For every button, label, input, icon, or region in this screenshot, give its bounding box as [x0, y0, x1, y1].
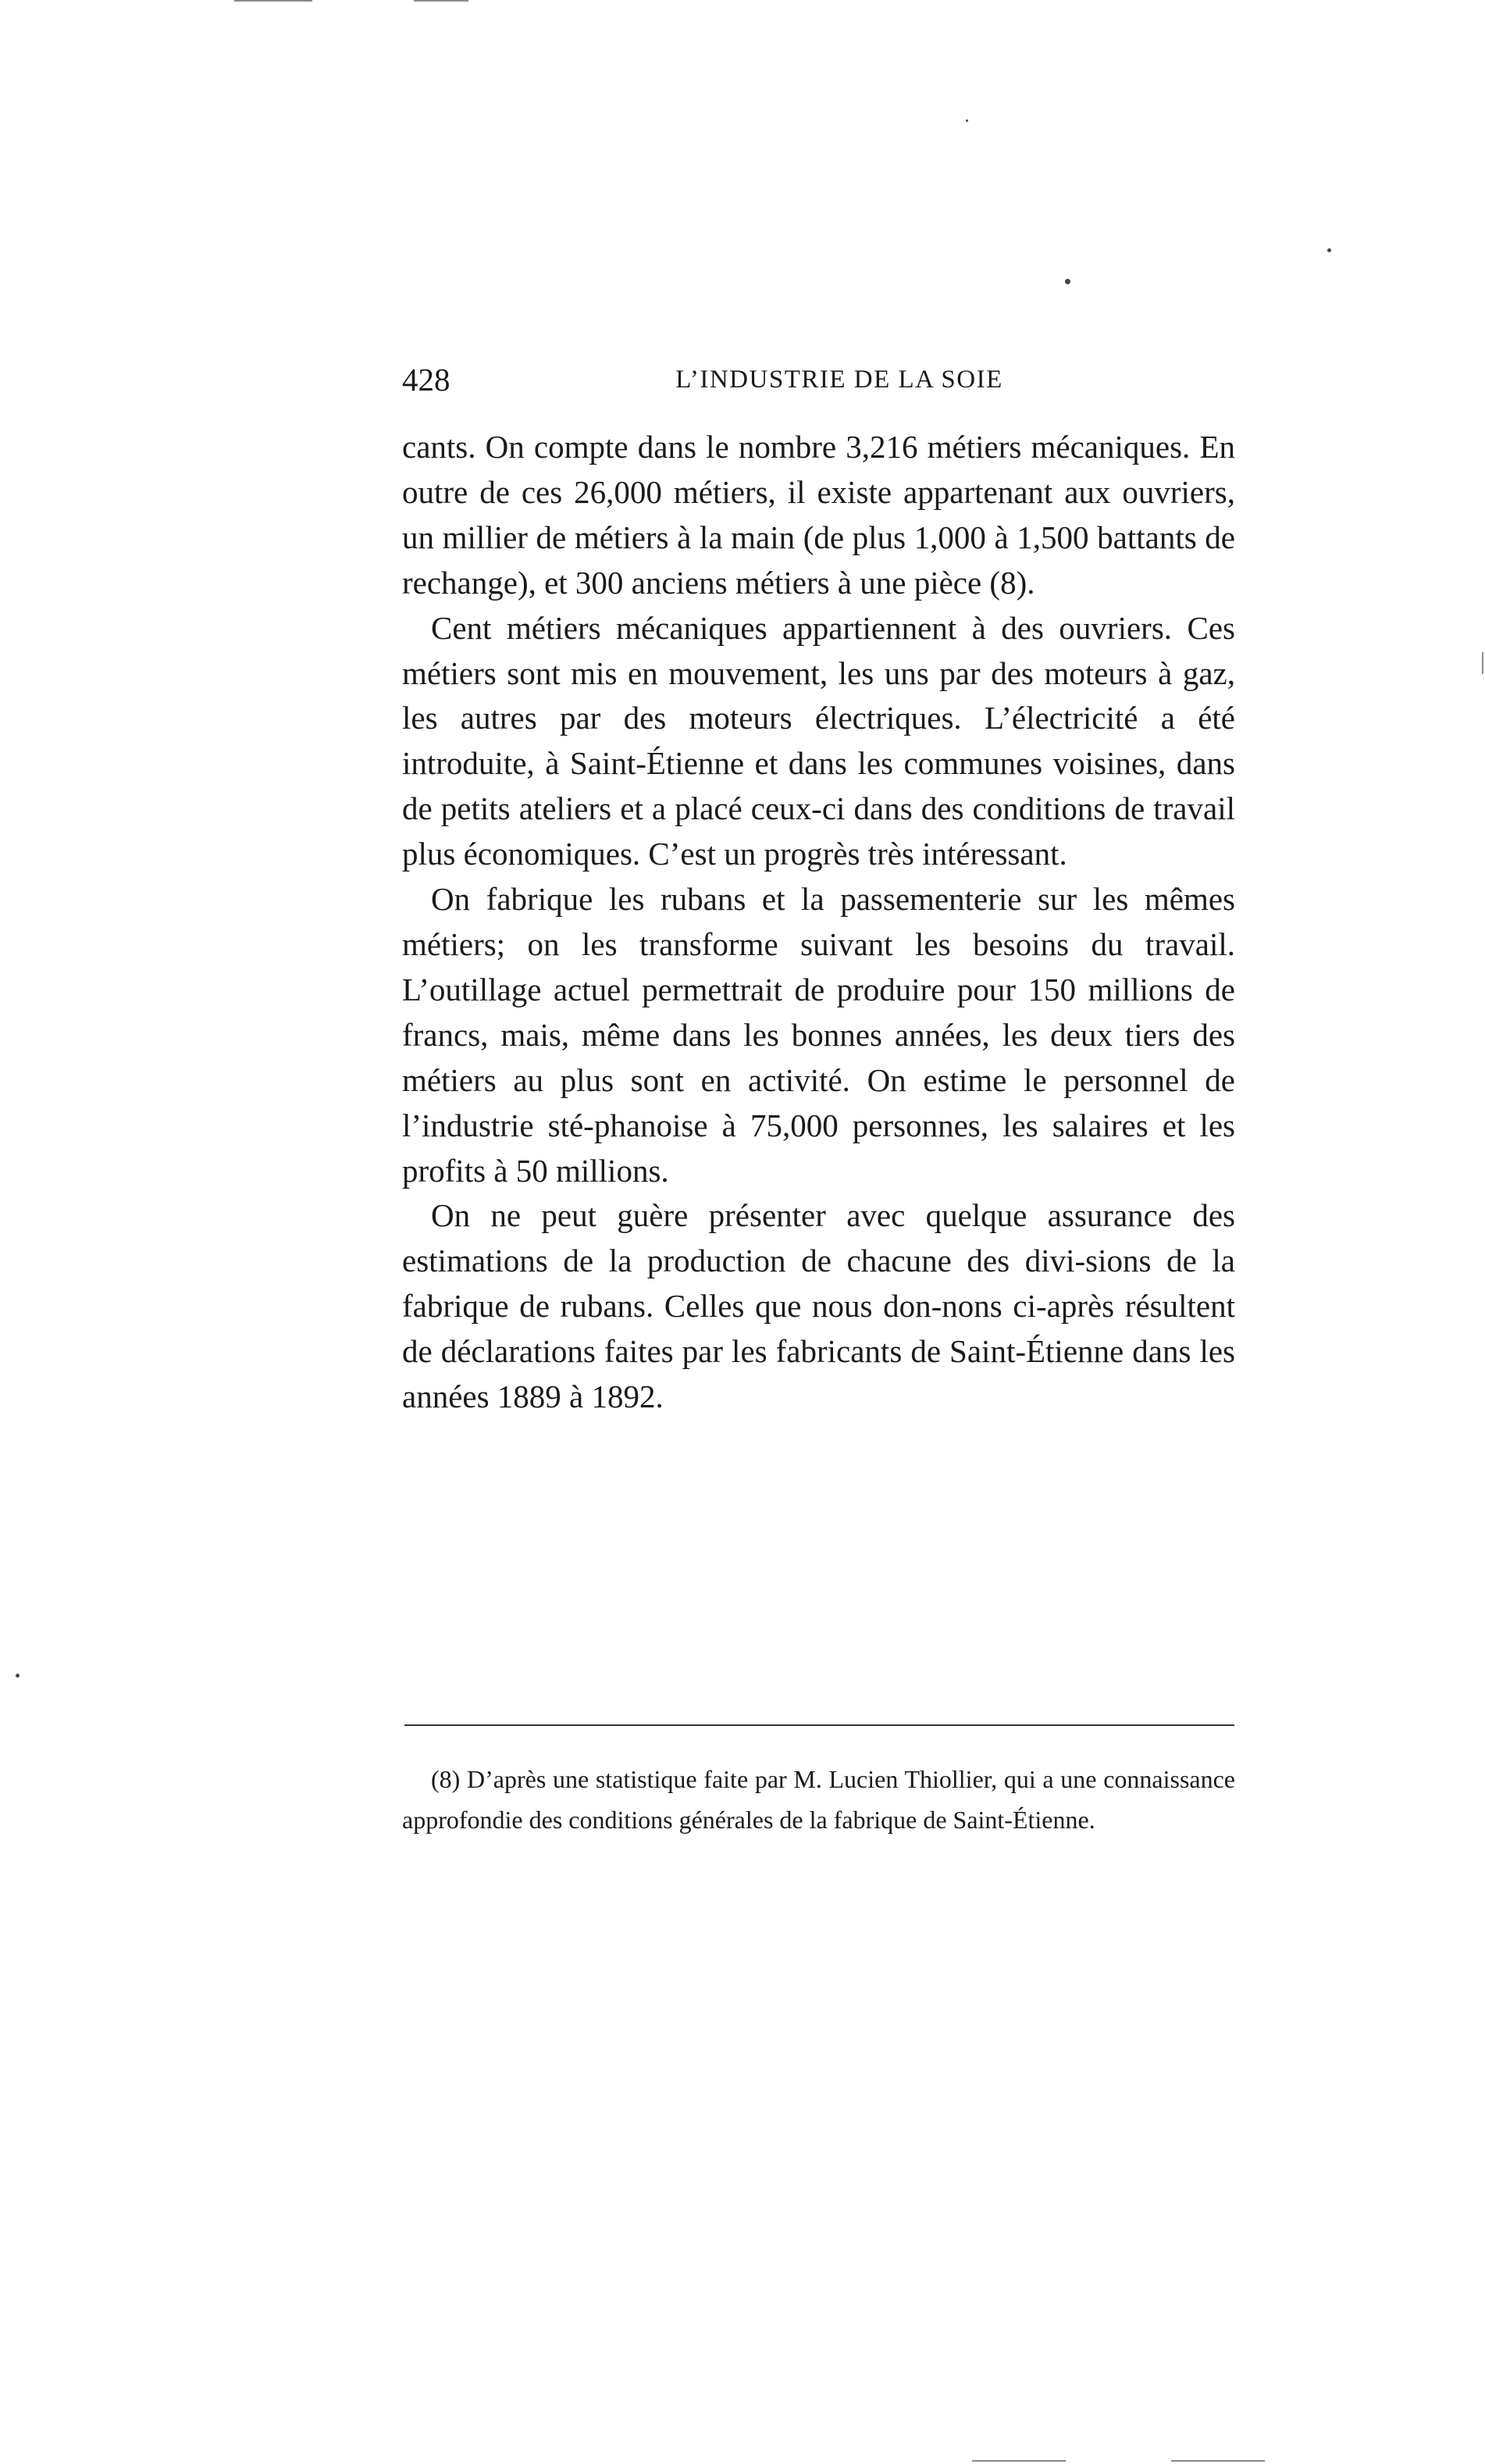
scan-edge-mark	[1171, 2460, 1265, 2462]
paragraph-production-capacity: On fabrique les rubans et la passementerie sur les mêmes métiers; on les transforme suivant les besoins du travail. L’outillage actuel permettrait de produire pour 150 millions de francs, mais, même dans les bonnes années, les deux tiers des métiers au plus sont en activité. On estime le personnel de l’industrie sté-phanoise à 75,000 personnes, les salaires et les profits à 50 millions.	[402, 881, 1235, 1189]
scan-edge-mark	[1482, 652, 1483, 674]
page-number: 428	[402, 362, 450, 398]
paragraph-electric-looms: Cent métiers mécaniques appartiennent à des ouvriers. Ces métiers sont mis en mouvement, les uns par des moteurs à gaz, les autres par des moteurs électriques. L’électricité a été introduite, à Saint-Étienne et dans les communes voisines, dans de petits ateliers et a placé ceux-ci dans des conditions de travail plus économiques. C’est un progrès très intéressant.	[402, 609, 1235, 872]
paragraph-continuation: cants. On compte dans le nombre 3,216 métiers mécaniques. En outre de ces 26,000 métiers, il existe appartenant aux ouvriers, un millier de métiers à la main (de plus 1,000 à 1,500 battants de rechange), et 300 anciens métiers à une pièce (8).	[402, 429, 1235, 601]
footnote-divider	[404, 1724, 1234, 1726]
scan-speck	[1327, 248, 1331, 252]
paragraph-production-estimates: On ne peut guère présenter avec quelque assurance des estimations de la production de chacune des divi-sions de la fabrique de rubans. Celles que nous don-nons ci-après résultent de déclarations faites par les fabricants de Saint-Étienne dans les années 1889 à 1892.	[402, 1197, 1235, 1415]
scan-edge-mark	[234, 0, 312, 2]
scan-speck	[966, 119, 968, 122]
running-title: L’INDUSTRIE DE LA SOIE	[675, 365, 1003, 394]
body-text	[402, 425, 1235, 1420]
page-header	[402, 356, 1235, 403]
scan-speck	[16, 1674, 20, 1678]
footnote-8: (8) D’après une statistique faite par M. Lucien Thiollier, qui a une connaissance approfondie des conditions générales de la fabrique de Saint-Étienne.	[402, 1765, 1235, 1834]
scan-speck	[1065, 279, 1070, 284]
scan-edge-mark	[972, 2460, 1066, 2462]
scan-edge-mark	[414, 0, 468, 2]
